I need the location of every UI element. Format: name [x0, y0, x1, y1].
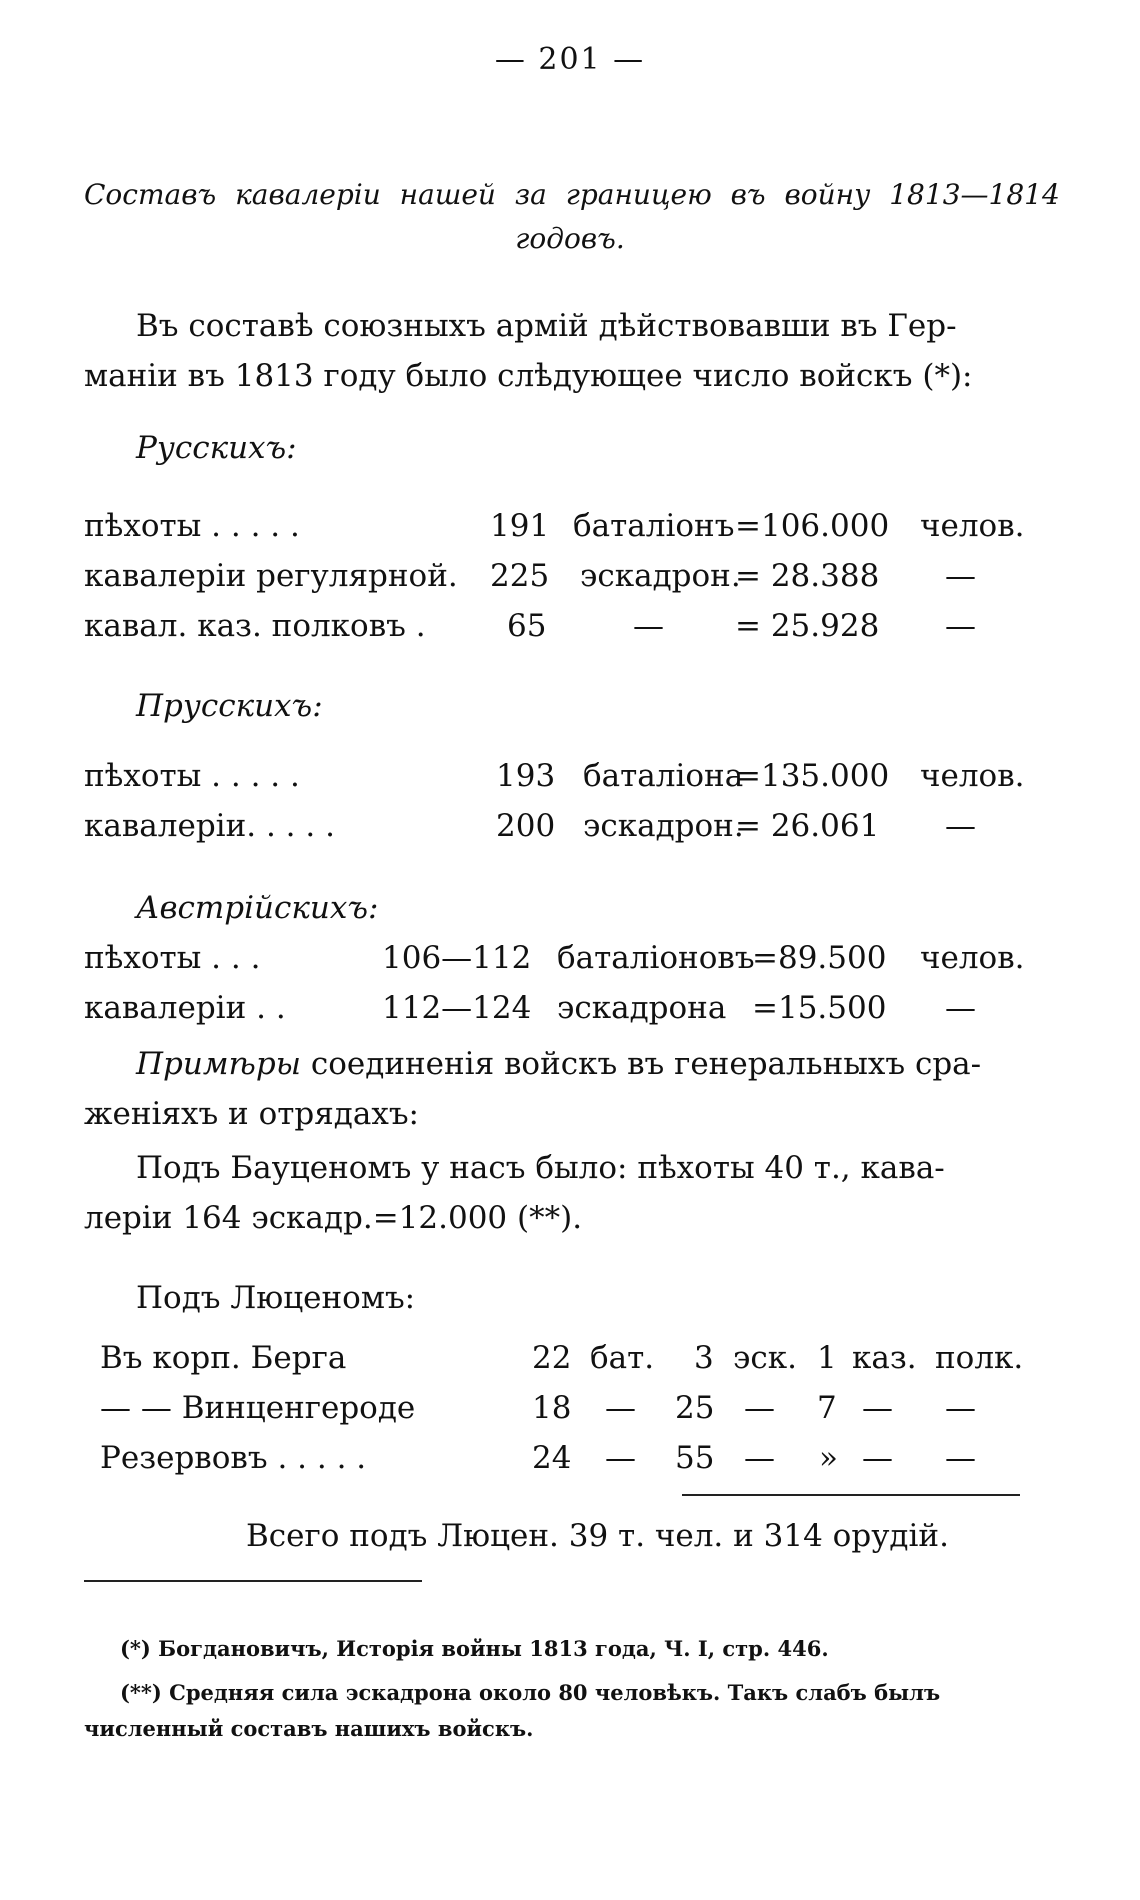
examples-italic-word: Примѣры: [136, 1046, 301, 1082]
row-number: 200: [496, 808, 556, 844]
row-number: 193: [496, 758, 556, 794]
examples-line-1: [136, 1046, 981, 1082]
row-equals-value: =89.500: [752, 940, 887, 976]
page-number: — 201 —: [494, 42, 646, 77]
lutzen-col-esk-num: 3: [694, 1340, 714, 1376]
row-number: 225: [490, 558, 550, 594]
row-unit: эскадрона: [557, 990, 727, 1026]
row-number: 191: [490, 508, 550, 544]
footnote-1: (*) Богдановичъ, Исторія войны 1813 года, Ч. I, стр. 446.: [120, 1636, 829, 1661]
intro-line-2: маніи въ 1813 году было слѣдующее число войскъ (*):: [84, 358, 973, 394]
examples-rest: соединенія войскъ въ генеральныхъ сра-: [310, 1046, 982, 1082]
row-equals-value: = 28.388: [735, 558, 880, 594]
lutzen-col-name: — — Винценгероде: [100, 1390, 416, 1426]
total-line: Всего подъ Люцен. 39 т. чел. и 314 орудій.: [246, 1518, 949, 1554]
lutzen-col-esk-num: 25: [675, 1390, 715, 1426]
row-label: пѣхоты . . . . .: [84, 758, 300, 794]
lutzen-col-esk: эск.: [733, 1340, 797, 1376]
row-label: кавалеріи регулярной.: [84, 558, 458, 594]
row-unit: баталіонъ: [573, 508, 735, 544]
row-tail: челов.: [920, 508, 1025, 544]
lutzen-col-name: Резервовъ . . . . .: [100, 1440, 367, 1476]
row-tail: —: [945, 608, 976, 644]
lutzen-col-bat: —: [605, 1440, 636, 1476]
row-unit: баталіона: [583, 758, 744, 794]
lutzen-col-kaz-num: 7: [817, 1390, 837, 1426]
row-label: кавал. каз. полковъ .: [84, 608, 426, 644]
lutzen-col-esk: —: [744, 1390, 775, 1426]
row-equals-value: = 25.928: [735, 608, 880, 644]
lutzen-col-kaz: —: [862, 1440, 893, 1476]
lutzen-col-kaz-num: 1: [817, 1340, 837, 1376]
lutzen-col-polk: полк.: [935, 1340, 1024, 1376]
row-unit: —: [633, 608, 664, 644]
lutzen-heading: Подъ Люценомъ:: [136, 1280, 416, 1316]
row-label: кавалеріи. . . . .: [84, 808, 335, 844]
row-number: 106—112: [382, 940, 532, 976]
row-unit: эскадрон.: [583, 808, 744, 844]
row-tail: —: [945, 558, 976, 594]
row-tail: —: [945, 808, 976, 844]
lutzen-col-bat-num: 18: [532, 1390, 572, 1426]
row-label: кавалеріи . .: [84, 990, 286, 1026]
footnote-2-line-1: (**) Средняя сила эскадрона около 80 человѣкъ. Такъ слабъ былъ: [120, 1680, 941, 1705]
lutzen-col-kaz: —: [862, 1390, 893, 1426]
lutzen-col-esk-num: 55: [675, 1440, 715, 1476]
lutzen-col-esk: —: [744, 1440, 775, 1476]
footnote-2-line-2: численный составъ нашихъ войскъ.: [84, 1716, 534, 1741]
row-tail: челов.: [920, 758, 1025, 794]
lutzen-col-bat: бат.: [590, 1340, 655, 1376]
row-equals-value: =106.000: [735, 508, 890, 544]
lutzen-col-name: Въ корп. Берга: [100, 1340, 347, 1376]
lutzen-col-bat-num: 24: [532, 1440, 572, 1476]
row-label: пѣхоты . . .: [84, 940, 261, 976]
examples-line-2: женіяхъ и отрядахъ:: [84, 1096, 420, 1132]
row-equals-value: = 26.061: [735, 808, 880, 844]
title-line-2: годовъ.: [515, 222, 625, 255]
row-number: 65: [507, 608, 547, 644]
section-heading-russian: Русскихъ:: [136, 430, 297, 466]
intro-line-1: Въ составѣ союзныхъ армій дѣйствовавши въ Гер-: [136, 308, 957, 344]
lutzen-col-bat: —: [605, 1390, 636, 1426]
title-line-1: Составъ кавалеріи нашей за границею въ войну 1813—1814: [84, 178, 1060, 211]
lutzen-col-kaz-num: »: [819, 1440, 838, 1476]
bautzen-line-2: леріи 164 эскадр.=12.000 (**).: [84, 1200, 583, 1236]
row-unit: эскадрон.: [580, 558, 741, 594]
bautzen-line-1: Подъ Бауценомъ у насъ было: пѣхоты 40 т., кава-: [136, 1150, 945, 1186]
row-equals-value: =135.000: [735, 758, 890, 794]
lutzen-col-kaz: каз.: [852, 1340, 917, 1376]
lutzen-col-polk: —: [945, 1440, 976, 1476]
lutzen-col-bat-num: 22: [532, 1340, 572, 1376]
row-unit: баталіоновъ: [557, 940, 755, 976]
row-label: пѣхоты . . . . .: [84, 508, 300, 544]
row-tail: челов.: [920, 940, 1025, 976]
row-equals-value: =15.500: [752, 990, 887, 1026]
row-tail: —: [945, 990, 976, 1026]
row-number: 112—124: [382, 990, 532, 1026]
section-heading-prussian: Прусскихъ:: [136, 688, 323, 724]
sum-rule: [682, 1494, 1020, 1496]
footnote-rule: [84, 1580, 422, 1582]
section-heading-austrian: Австрійскихъ:: [136, 890, 379, 926]
lutzen-col-polk: —: [945, 1390, 976, 1426]
